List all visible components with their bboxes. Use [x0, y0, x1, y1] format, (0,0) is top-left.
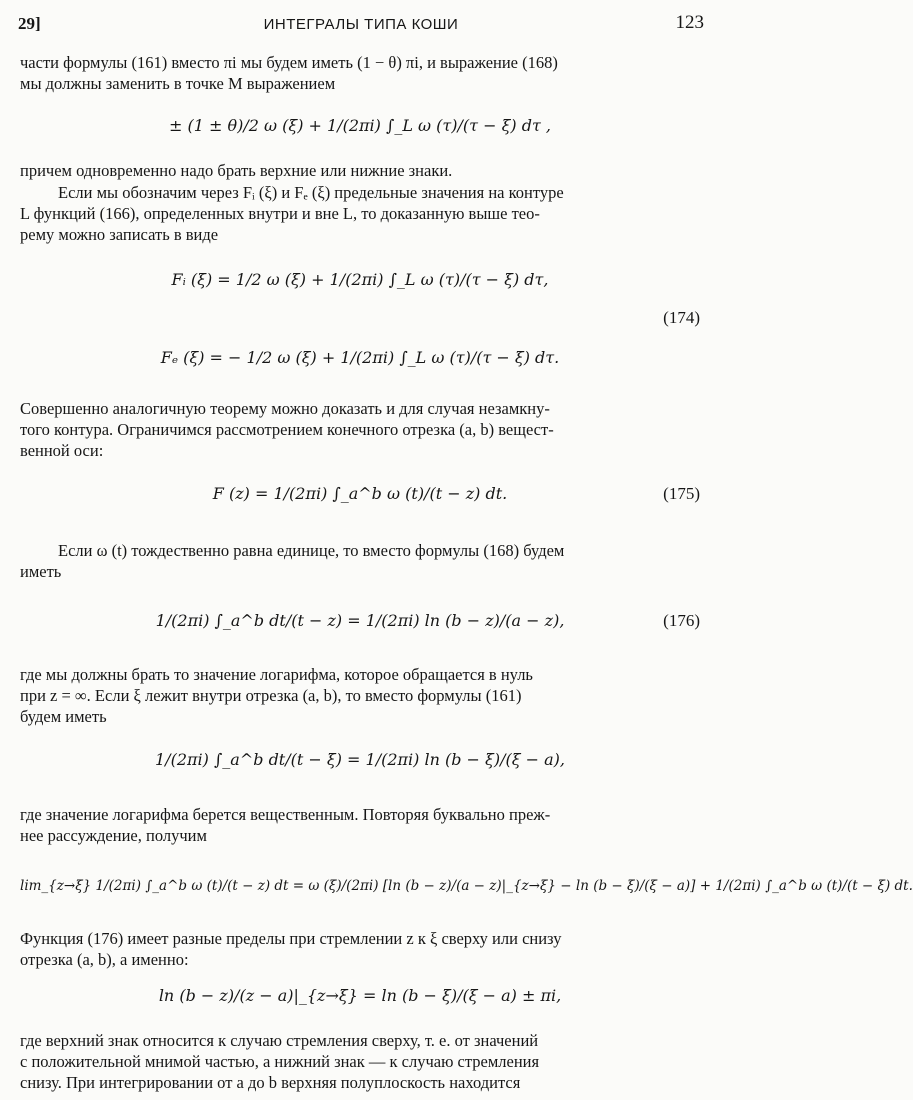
- text-line: части формулы (161) вместо πi мы будем иметь (1 − θ) πi, и выражение (168): [20, 53, 558, 72]
- equation-1: [20, 100, 700, 156]
- section-number: 29]: [18, 14, 41, 33]
- text-line: снизу. При интегрировании от a до b верхняя полуплоскость находится: [20, 1073, 521, 1092]
- paragraph-9: [20, 1030, 700, 1093]
- text-line: где мы должны брать то значение логарифма, которое обращается в нуль: [20, 665, 533, 684]
- equation-body: ln (b − z)/(z − a)|_{z→ξ} = ln (b − ξ)/(ξ − a) ± πi,: [158, 986, 562, 1005]
- paragraph-2: [20, 160, 700, 181]
- equation-body: ± (1 ± θ)/2 ω (ξ) + 1/(2πi) ∫_L ω (τ)/(τ − ξ) dτ ,: [169, 116, 551, 135]
- text-line: причем одновременно надо брать верхние или нижние знаки.: [20, 161, 453, 180]
- paragraph-3: [20, 182, 700, 245]
- text-line: отрезка (a, b), а именно:: [20, 950, 189, 969]
- equation-8: [20, 972, 700, 1022]
- equation-body: F (z) = 1/(2πi) ∫_a^b ω (t)/(t − z) dt.: [212, 484, 508, 503]
- equation-number: (174): [663, 308, 700, 327]
- equation-body: lim_{z→ξ} 1/(2πi) ∫_a^b ω (t)/(t − z) dt = ω (ξ)/(2πi) [ln (b − z)/(a − z)|_{z→ξ} − ln (b − ξ)/(ξ − a)] + 1/(2πi) ∫_a^b ω (t)/(t − ξ) dt.: [20, 878, 913, 894]
- text-line: Совершенно аналогичную теорему можно доказать и для случая незамкну-: [20, 399, 550, 418]
- page-number: 123: [675, 12, 704, 33]
- equation-176: [20, 585, 700, 657]
- text-line: рему можно записать в виде: [20, 225, 219, 244]
- paragraph-7: [20, 804, 700, 846]
- equation-number: (175): [663, 484, 700, 503]
- running-header: [18, 10, 704, 40]
- text-line: где значение логарифма берется вещественным. Повторяя буквально преж-: [20, 805, 551, 824]
- equation-7: [20, 850, 913, 922]
- text-line: иметь: [20, 562, 62, 581]
- equation-175: [20, 460, 700, 530]
- equation-body: 1/(2πi) ∫_a^b dt/(t − ξ) = 1/(2πi) ln (b − ξ)/(ξ − a),: [155, 750, 565, 769]
- paragraph-5: [20, 540, 700, 582]
- text-line: Функция (176) имеет разные пределы при стремлении z к ξ сверху или снизу: [20, 929, 562, 948]
- text-line: Если мы обозначим через Fᵢ (ξ) и Fₑ (ξ) предельные значения на контуре: [58, 183, 564, 202]
- text-line: Если ω (t) тождественно равна единице, то вместо формулы (168) будем: [58, 541, 565, 560]
- paragraph-8: [20, 928, 700, 970]
- text-line: при z = ∞. Если ξ лежит внутри отрезка (a, b), то вместо формулы (161): [20, 686, 522, 705]
- text-line: нее рассуждение, получим: [20, 826, 207, 845]
- text-line: мы должны заменить в точке M выражением: [20, 74, 336, 93]
- equation-6: [20, 722, 700, 794]
- running-title: ИНТЕГРАЛЫ ТИПА КОШИ: [263, 16, 459, 33]
- text-line: с положительной мнимой частью, а нижний знак — к случаю стремления: [20, 1052, 540, 1071]
- equation-number: (176): [663, 611, 700, 630]
- paragraph-4: [20, 398, 700, 461]
- equation-body: Fᵢ (ξ) = 1/2 ω (ξ) + 1/(2πi) ∫_L ω (τ)/(τ − ξ) dτ,: [171, 270, 549, 289]
- text-line: того контура. Ограничимся рассмотрением конечного отрезка (a, b) вещест-: [20, 420, 554, 439]
- equation-body: 1/(2πi) ∫_a^b dt/(t − z) = 1/(2πi) ln (b − z)/(a − z),: [155, 611, 565, 630]
- text-line: где верхний знак относится к случаю стремления сверху, т. е. от значений: [20, 1031, 539, 1050]
- paragraph-6: [20, 664, 700, 727]
- text-line: венной оси:: [20, 441, 104, 460]
- text-line: L функций (166), определенных внутри и вне L, то доказанную выше тео-: [20, 204, 540, 223]
- text-line: будем иметь: [20, 707, 107, 726]
- equation-group-174: [20, 250, 700, 390]
- paragraph-1: [20, 52, 700, 94]
- equation-body: Fₑ (ξ) = − 1/2 ω (ξ) + 1/(2πi) ∫_L ω (τ)/(τ − ξ) dτ.: [160, 348, 560, 367]
